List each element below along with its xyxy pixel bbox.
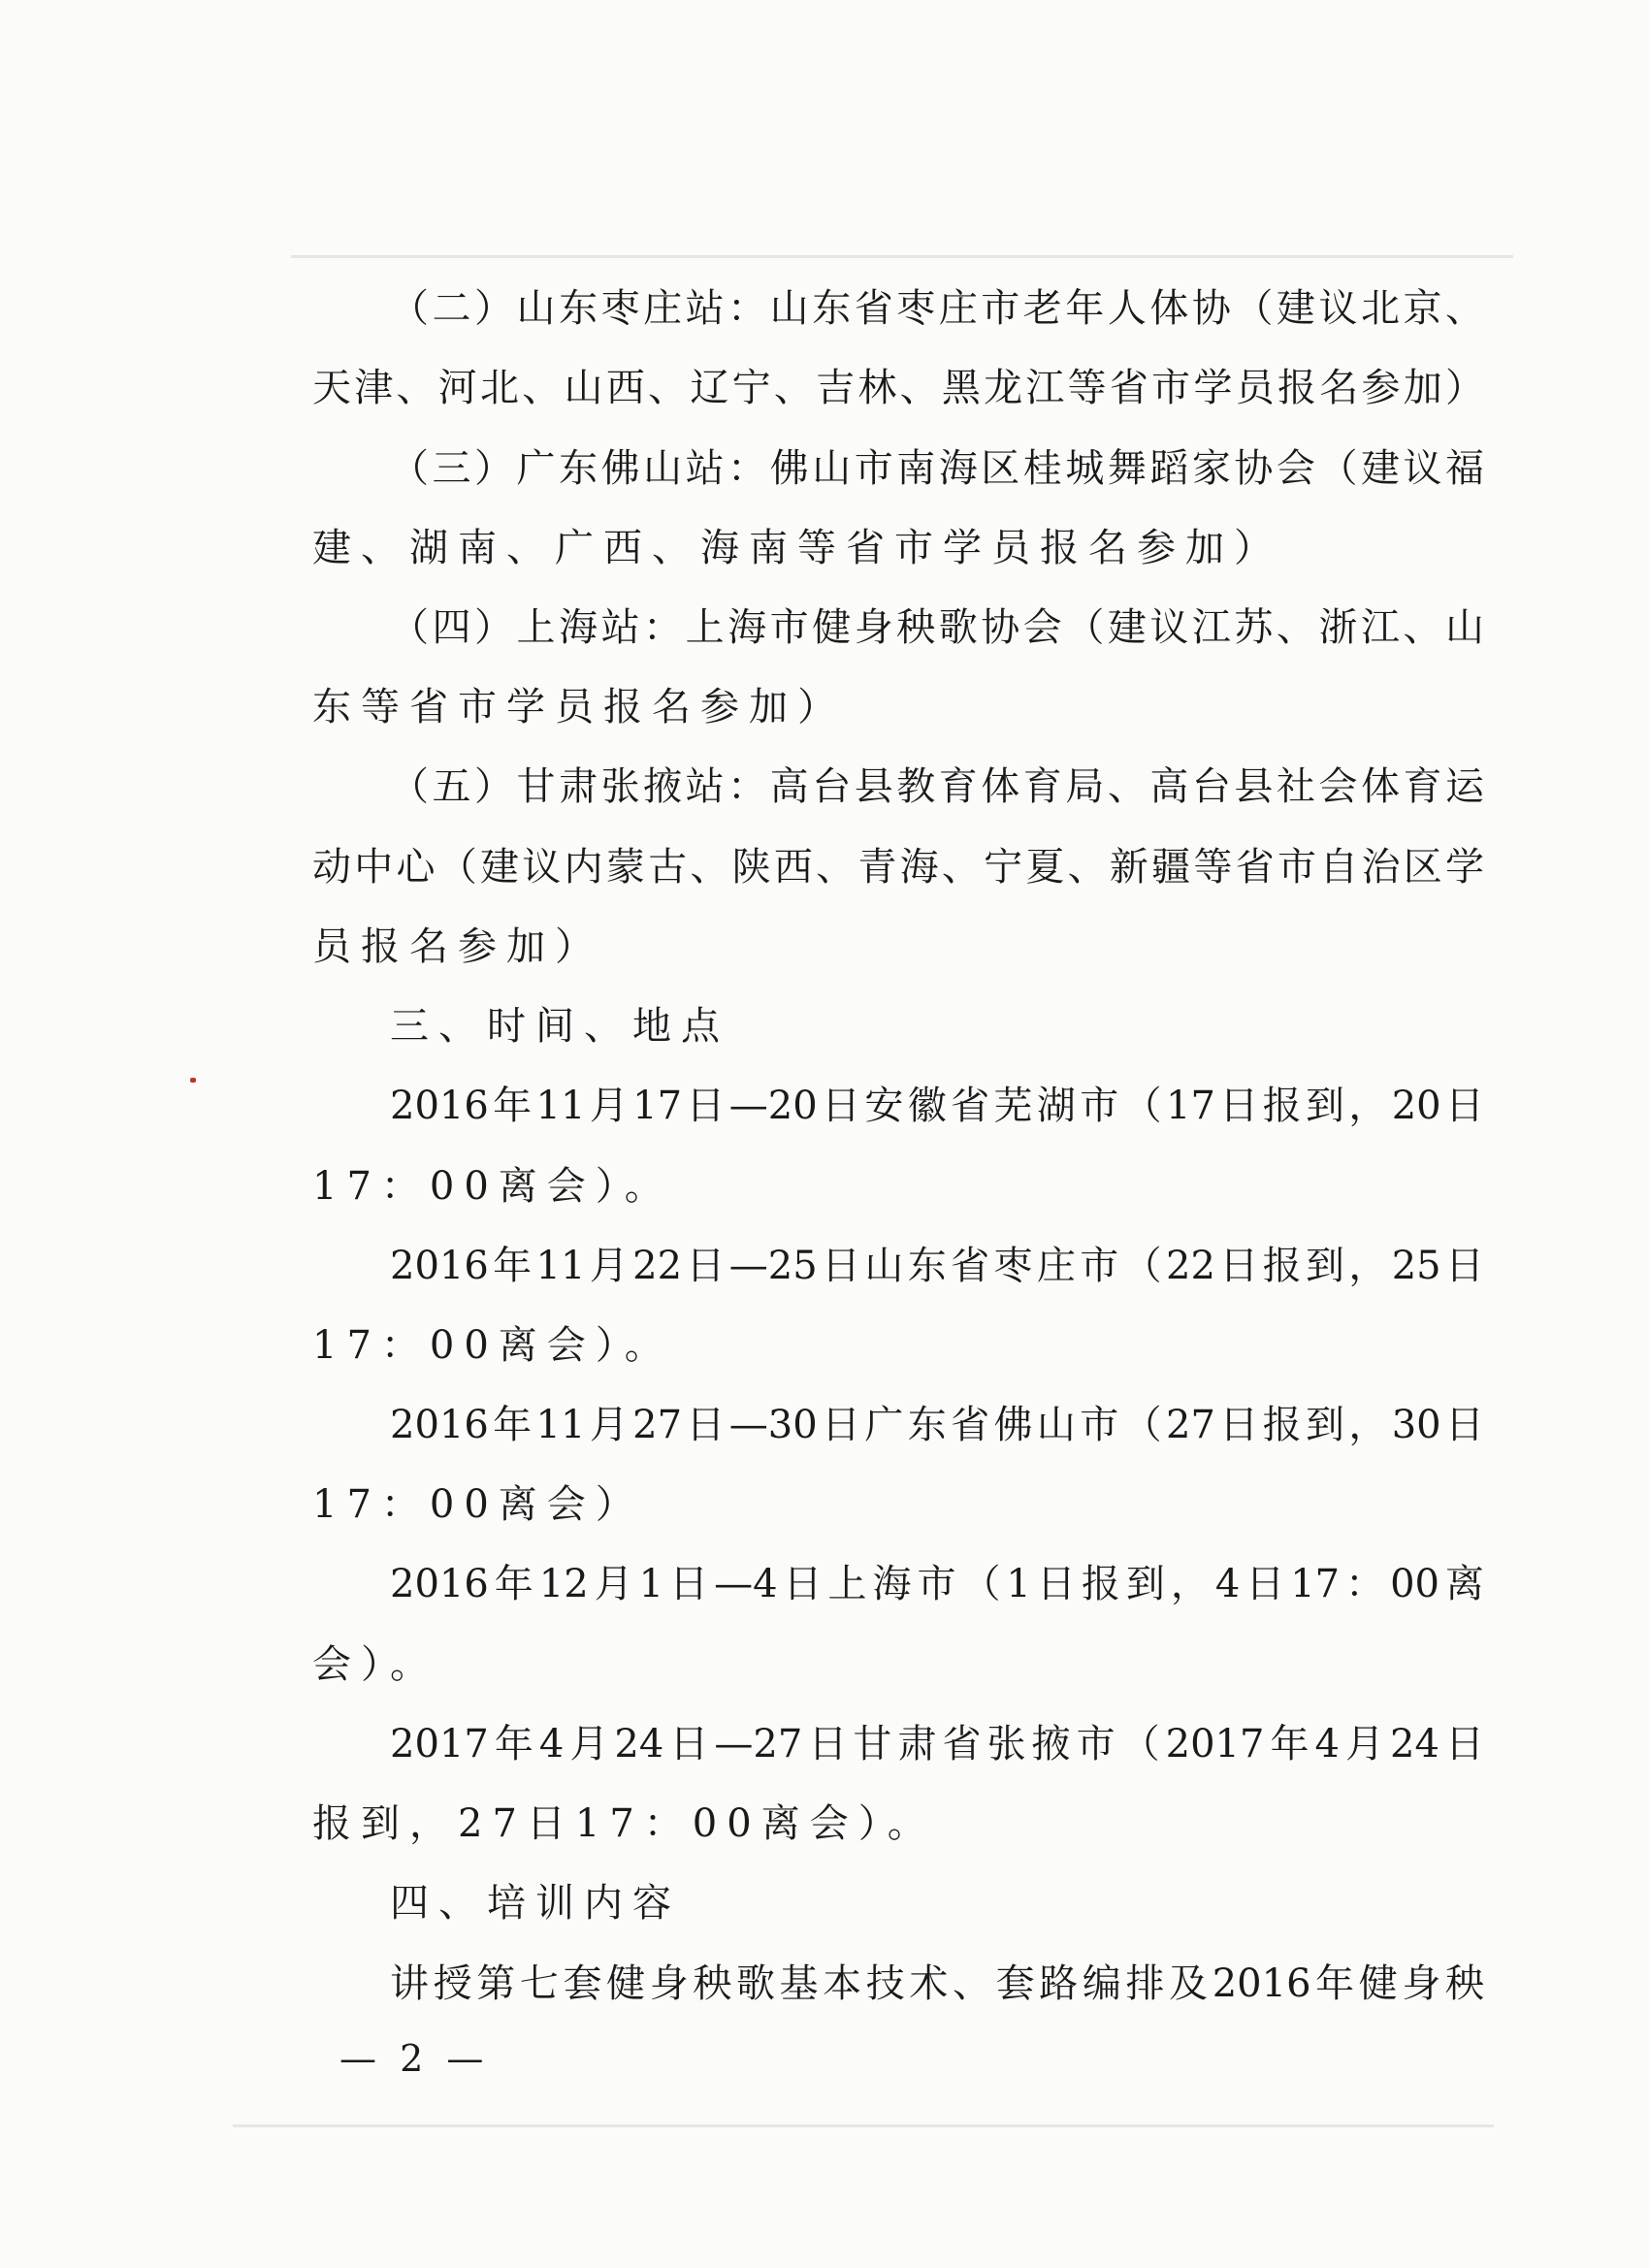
section-heading: 四、培训内容: [390, 1881, 681, 1926]
body-line: 建、湖南、广西、海南等省市学员报名参加）: [312, 526, 1282, 570]
scan-mark: [190, 1078, 196, 1083]
body-line: （五）甘肃张掖站：高台县教育体育局、高台县社会体育运: [390, 764, 1484, 809]
section-heading: 三、时间、地点: [390, 1004, 729, 1049]
body-line: 17：00离会）。: [312, 1164, 673, 1209]
body-line: 2017年4月24日—27日甘肃省张掖市（2017年4月24日: [390, 1722, 1484, 1766]
body-line: 员报名参加）: [312, 924, 603, 969]
scan-bleed-rule: [291, 255, 1513, 258]
body-line: 2016年12月1日—4日上海市（1日报到，4日17：00离: [390, 1562, 1484, 1606]
body-line: 东等省市学员报名参加）: [312, 685, 846, 729]
body-line: 动中心（建议内蒙古、陕西、青海、宁夏、新疆等省市自治区学: [312, 845, 1484, 890]
body-line: 会）。: [312, 1642, 438, 1687]
body-line: 17：00离会）: [312, 1482, 644, 1527]
body-line: 2016年11月27日—30日广东省佛山市（27日报到，30日: [390, 1403, 1484, 1447]
body-line: 2016年11月22日—25日山东省枣庄市（22日报到，25日: [390, 1244, 1484, 1288]
page-number: — 2 —: [340, 2037, 490, 2080]
body-line: （二）山东枣庄站：山东省枣庄市老年人体协（建议北京、: [390, 286, 1484, 331]
body-line: 2016年11月17日—20日安徽省芜湖市（17日报到，20日: [390, 1084, 1484, 1128]
body-line: 天津、河北、山西、辽宁、吉林、黑龙江等省市学员报名参加）: [312, 366, 1484, 410]
body-line: 报到，27日17：00离会）。: [312, 1801, 936, 1846]
body-line: （四）上海站：上海市健身秧歌协会（建议江苏、浙江、山: [390, 605, 1484, 650]
body-line: 17：00离会）。: [312, 1323, 673, 1368]
body-line: 讲授第七套健身秧歌基本技术、套路编排及2016年健身秧: [390, 1961, 1484, 2006]
scan-bleed-rule: [233, 2124, 1494, 2127]
body-line: （三）广东佛山站：佛山市南海区桂城舞蹈家协会（建议福: [390, 446, 1484, 491]
